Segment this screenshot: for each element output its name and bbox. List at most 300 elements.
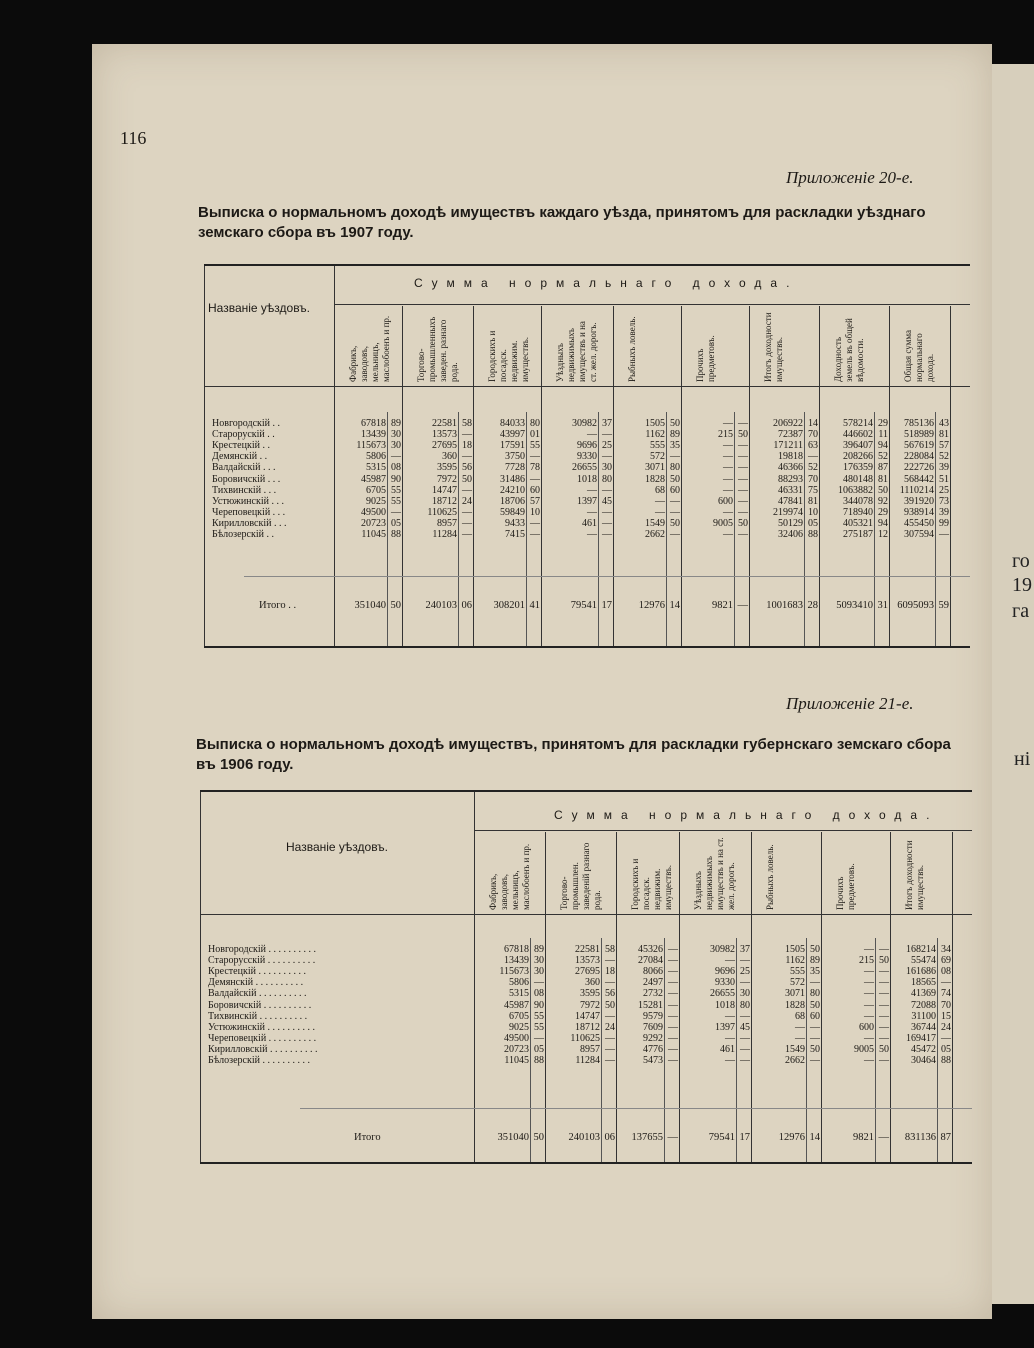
- ruble-cell: —: [725, 1010, 735, 1022]
- ruble-cell: 27695: [432, 440, 457, 452]
- kopeck-cell: —: [668, 944, 678, 955]
- kopeck-cell: 10: [808, 506, 818, 518]
- kopeck-cell: 69: [941, 955, 951, 967]
- kopeck-cell: 24: [941, 1021, 951, 1033]
- ruble-cell: 1018: [577, 473, 597, 485]
- column-header: Рыбныхъ ловель.: [765, 844, 775, 910]
- kopeck-cell: —: [668, 1032, 678, 1044]
- column-header: Уѣздныхъ недвижимыхъ имуществъ и на ст. жел. дорогъ.: [693, 837, 736, 910]
- ruble-cell: 1549: [645, 517, 665, 529]
- district-name: Череповецкій . . .: [212, 506, 286, 518]
- column-header: Городскихъ и посадск. недвижим. имуществъ.: [630, 858, 673, 910]
- ruble-cell: —: [725, 1032, 735, 1044]
- table-row: [200, 1022, 972, 1033]
- ruble-cell: 9025: [366, 495, 386, 507]
- kopeck-cell: —: [668, 1043, 678, 1055]
- kopeck-cell: —: [602, 506, 612, 518]
- ruble-cell: 228084: [904, 451, 934, 463]
- table-row: [204, 529, 970, 540]
- kopeck-cell: 05: [534, 1043, 544, 1055]
- table-row: [204, 440, 970, 451]
- table-row: [200, 966, 972, 977]
- kopeck-cell: 80: [602, 473, 612, 485]
- kopeck-cell: —: [738, 529, 748, 540]
- ruble-cell: 567619: [904, 440, 934, 452]
- kopeck-cell: 94: [878, 517, 888, 529]
- ruble-cell: 222726: [904, 462, 934, 474]
- kopeck-cell: 30: [391, 440, 401, 452]
- ruble-cell: 17591: [500, 440, 525, 452]
- district-name: Боровичскій . . .: [212, 473, 281, 485]
- ruble-cell: 13573: [575, 955, 600, 967]
- kopeck-cell: —: [605, 955, 615, 967]
- ruble-cell: 578214: [843, 418, 873, 429]
- kopeck-cell: —: [738, 506, 748, 518]
- ruble-cell: 307594: [904, 529, 934, 540]
- ruble-cell: 785136: [904, 418, 934, 429]
- ruble-cell: 360: [585, 977, 600, 989]
- kopeck-cell: 78: [530, 462, 540, 474]
- ruble-cell: 9821: [853, 1132, 874, 1143]
- kopeck-cell: 41: [529, 600, 540, 611]
- appendix-20-label: Приложеніе 20-е.: [786, 168, 914, 187]
- kopeck-cell: —: [668, 999, 678, 1011]
- kopeck-cell: 50: [810, 944, 820, 955]
- kopeck-cell: 14: [808, 418, 818, 429]
- ruble-cell: 32406: [778, 529, 803, 540]
- kopeck-cell: 88: [534, 1055, 544, 1066]
- ruble-cell: 176359: [843, 462, 873, 474]
- kopeck-cell: 35: [810, 966, 820, 978]
- ruble-cell: 9330: [577, 451, 597, 463]
- kopeck-cell: 39: [939, 506, 949, 518]
- edge-text-4: ні: [1014, 748, 1031, 770]
- ruble-cell: 43997: [500, 429, 525, 441]
- ruble-cell: 9330: [715, 977, 735, 989]
- ruble-cell: 5315: [366, 462, 386, 474]
- kopeck-cell: 94: [878, 440, 888, 452]
- ruble-cell: 31486: [500, 473, 525, 485]
- ruble-cell: 137655: [631, 1132, 663, 1143]
- ruble-cell: 7728: [505, 462, 525, 474]
- kopeck-cell: 50: [390, 600, 401, 611]
- kopeck-cell: —: [462, 451, 472, 463]
- kopeck-cell: —: [668, 988, 678, 1000]
- ruble-cell: 14747: [575, 1010, 600, 1022]
- table-row: [200, 988, 972, 999]
- table-1: [204, 264, 970, 648]
- ruble-cell: 68: [795, 1010, 805, 1022]
- kopeck-cell: 57: [939, 440, 949, 452]
- ruble-cell: 1018: [715, 999, 735, 1011]
- ruble-cell: —: [723, 484, 733, 496]
- ruble-cell: 49500: [361, 506, 386, 518]
- ruble-cell: 30464: [911, 1055, 936, 1066]
- kopeck-cell: —: [667, 1132, 678, 1143]
- total-rule: [244, 576, 970, 577]
- kopeck-cell: 88: [941, 1055, 951, 1066]
- kopeck-cell: —: [810, 977, 820, 989]
- total-row: [204, 600, 970, 611]
- ruble-cell: 5315: [509, 988, 529, 1000]
- kopeck-cell: 60: [670, 484, 680, 496]
- ruble-cell: 50129: [778, 517, 803, 529]
- kopeck-cell: —: [605, 1043, 615, 1055]
- ruble-cell: 72387: [778, 429, 803, 441]
- ruble-cell: 455450: [904, 517, 934, 529]
- table-row: [204, 429, 970, 440]
- kopeck-cell: —: [462, 506, 472, 518]
- page-number: 116: [120, 128, 147, 148]
- kopeck-cell: —: [534, 1032, 544, 1044]
- ruble-cell: 461: [720, 1043, 735, 1055]
- district-name: Бѣлозерскій . . . . . . . . . .: [208, 1055, 310, 1066]
- kopeck-cell: —: [879, 999, 889, 1011]
- ruble-cell: 308201: [493, 600, 525, 611]
- kopeck-cell: 60: [810, 1010, 820, 1022]
- table-2: [200, 790, 972, 1164]
- kopeck-cell: 55: [530, 440, 540, 452]
- kopeck-cell: —: [668, 966, 678, 978]
- kopeck-cell: 45: [602, 495, 612, 507]
- ruble-cell: 219974: [773, 506, 803, 518]
- ruble-cell: —: [723, 440, 733, 452]
- kopeck-cell: —: [462, 429, 472, 441]
- ruble-cell: 215: [859, 955, 874, 967]
- ruble-cell: 9025: [509, 1021, 529, 1033]
- district-name: Тихвинскій . . .: [212, 484, 277, 496]
- ruble-cell: 7609: [643, 1021, 663, 1033]
- kopeck-cell: —: [941, 977, 951, 989]
- ruble-cell: 171211: [773, 440, 803, 452]
- ruble-cell: 8957: [580, 1043, 600, 1055]
- ruble-cell: 5473: [643, 1055, 663, 1066]
- kopeck-cell: 50: [810, 999, 820, 1011]
- table-row: [204, 485, 970, 496]
- ruble-cell: 1162: [645, 429, 665, 441]
- kopeck-cell: 55: [391, 495, 401, 507]
- kopeck-cell: 30: [534, 966, 544, 978]
- ruble-cell: 7972: [580, 999, 600, 1011]
- kopeck-cell: 59: [938, 600, 949, 611]
- ruble-cell: 5093410: [836, 600, 873, 611]
- kopeck-cell: —: [879, 1055, 889, 1066]
- ruble-cell: —: [587, 429, 597, 441]
- kopeck-cell: 17: [601, 600, 612, 611]
- ruble-cell: 2497: [643, 977, 663, 989]
- ruble-cell: —: [864, 1032, 874, 1044]
- kopeck-cell: 50: [878, 484, 888, 496]
- table-row: [200, 955, 972, 966]
- ruble-cell: 79541: [708, 1132, 735, 1143]
- ruble-cell: 67818: [361, 418, 386, 429]
- kopeck-cell: 70: [808, 429, 818, 441]
- kopeck-cell: 50: [670, 517, 680, 529]
- ruble-cell: 168214: [906, 944, 936, 955]
- kopeck-cell: 25: [602, 440, 612, 452]
- kopeck-cell: —: [530, 529, 540, 540]
- column-header: Фабрикъ, заводовъ, мельницъ, маслобоенъ и пр.: [488, 843, 531, 910]
- kopeck-cell: —: [668, 955, 678, 967]
- kopeck-cell: —: [391, 506, 401, 518]
- table-row: [200, 1044, 972, 1055]
- ruble-cell: 4776: [643, 1043, 663, 1055]
- ruble-cell: 9821: [712, 600, 733, 611]
- kopeck-cell: 80: [530, 418, 540, 429]
- kopeck-cell: —: [602, 484, 612, 496]
- kopeck-cell: —: [530, 451, 540, 463]
- column-header: Городскихъ и посадск. недвижим. имуществъ.: [487, 330, 530, 382]
- ruble-cell: 391920: [904, 495, 934, 507]
- kopeck-cell: —: [668, 1010, 678, 1022]
- ruble-cell: 6705: [509, 1010, 529, 1022]
- ruble-cell: 55474: [911, 955, 936, 967]
- kopeck-cell: —: [602, 451, 612, 463]
- kopeck-cell: —: [391, 451, 401, 463]
- kopeck-cell: 80: [670, 462, 680, 474]
- ruble-cell: 600: [859, 1021, 874, 1033]
- ruble-cell: 2662: [785, 1055, 805, 1066]
- ruble-cell: 1063882: [838, 484, 873, 496]
- header-rule: [204, 386, 970, 387]
- ruble-cell: 461: [582, 517, 597, 529]
- column-header: Прочихъ предметовъ.: [835, 863, 856, 910]
- kopeck-cell: —: [602, 429, 612, 441]
- kopeck-cell: 25: [740, 966, 750, 978]
- district-name: Итого . .: [259, 600, 297, 611]
- column-header: Торгово-промышленныхъ заведен. разнаго рода.: [416, 316, 459, 382]
- kopeck-cell: 30: [391, 429, 401, 441]
- kopeck-cell: —: [602, 517, 612, 529]
- kopeck-cell: 88: [808, 529, 818, 540]
- ruble-cell: 446602: [843, 429, 873, 441]
- district-name: Боровичскій . . . . . . . . . .: [208, 999, 312, 1011]
- ruble-cell: 9292: [643, 1032, 663, 1044]
- ruble-cell: 568442: [904, 473, 934, 485]
- ruble-cell: 13439: [361, 429, 386, 441]
- kopeck-cell: —: [738, 462, 748, 474]
- kopeck-cell: —: [740, 977, 750, 989]
- kopeck-cell: 50: [738, 429, 748, 441]
- table-row: [200, 1011, 972, 1022]
- edge-text-3: га: [1012, 600, 1030, 622]
- kopeck-cell: —: [740, 1010, 750, 1022]
- ruble-cell: 206922: [773, 418, 803, 429]
- ruble-cell: 13573: [432, 429, 457, 441]
- kopeck-cell: 25: [939, 484, 949, 496]
- ruble-cell: —: [795, 1032, 805, 1044]
- kopeck-cell: —: [605, 977, 615, 989]
- ruble-cell: —: [864, 1055, 874, 1066]
- table-row: [200, 977, 972, 988]
- column-header: Фабрикъ, заводовъ, мельницъ, маслобоенъ и пр.: [348, 315, 391, 382]
- kopeck-cell: 30: [602, 462, 612, 474]
- kopeck-cell: 51: [939, 473, 949, 485]
- kopeck-cell: —: [879, 1010, 889, 1022]
- kopeck-cell: 50: [670, 418, 680, 429]
- ruble-cell: —: [655, 506, 665, 518]
- kopeck-cell: 89: [391, 418, 401, 429]
- header-rule: [474, 830, 972, 831]
- header-rule: [334, 304, 970, 305]
- kopeck-cell: —: [941, 1032, 951, 1044]
- ruble-cell: —: [725, 955, 735, 967]
- kopeck-cell: 10: [530, 506, 540, 518]
- kopeck-cell: 70: [941, 999, 951, 1011]
- district-name: Старорускій . .: [212, 429, 275, 441]
- ruble-cell: 572: [650, 451, 665, 463]
- ruble-cell: 68: [655, 484, 665, 496]
- ruble-cell: 405321: [843, 517, 873, 529]
- kopeck-cell: 24: [605, 1021, 615, 1033]
- kopeck-cell: —: [670, 451, 680, 463]
- ruble-cell: 600: [718, 495, 733, 507]
- ruble-cell: 24210: [500, 484, 525, 496]
- kopeck-cell: 88: [391, 529, 401, 540]
- kopeck-cell: 05: [941, 1043, 951, 1055]
- column-header: Прочихъ предметовъ.: [695, 335, 716, 382]
- ruble-cell: 13439: [504, 955, 529, 967]
- ruble-cell: 67818: [504, 944, 529, 955]
- ruble-cell: 6095093: [897, 600, 934, 611]
- district-name: Крестецкій . . . . . . . . . .: [208, 966, 306, 978]
- kopeck-cell: 08: [391, 462, 401, 474]
- kopeck-cell: —: [879, 1032, 889, 1044]
- ruble-cell: 1162: [785, 955, 805, 967]
- kopeck-cell: 80: [740, 999, 750, 1011]
- ruble-cell: —: [795, 1021, 805, 1033]
- ruble-cell: —: [723, 473, 733, 485]
- kopeck-cell: 08: [534, 988, 544, 1000]
- district-name: Итого: [354, 1132, 381, 1143]
- ruble-cell: —: [723, 529, 733, 540]
- ruble-cell: —: [723, 418, 733, 429]
- table-row: [204, 474, 970, 485]
- kopeck-cell: 06: [461, 600, 472, 611]
- kopeck-cell: 52: [878, 451, 888, 463]
- kopeck-cell: —: [939, 529, 949, 540]
- ruble-cell: 18712: [432, 495, 457, 507]
- kopeck-cell: —: [738, 440, 748, 452]
- sum-header: Сумма нормальнаго дохода.: [554, 808, 939, 822]
- ruble-cell: 555: [790, 966, 805, 978]
- kopeck-cell: —: [462, 517, 472, 529]
- ruble-cell: 45472: [911, 1043, 936, 1055]
- total-rule: [300, 1108, 972, 1109]
- kopeck-cell: —: [670, 495, 680, 507]
- ruble-cell: 20723: [504, 1043, 529, 1055]
- district-name: Валдайскій . . .: [212, 462, 276, 474]
- ruble-cell: 351040: [497, 1132, 529, 1143]
- ruble-cell: 9433: [505, 517, 525, 529]
- kopeck-cell: —: [740, 1043, 750, 1055]
- kopeck-cell: —: [668, 1055, 678, 1066]
- kopeck-cell: 55: [534, 1021, 544, 1033]
- table-row: [200, 1033, 972, 1044]
- ruble-cell: 1110214: [899, 484, 934, 496]
- kopeck-cell: —: [879, 1021, 889, 1033]
- kopeck-cell: 87: [940, 1132, 951, 1143]
- kopeck-cell: —: [605, 1010, 615, 1022]
- ruble-cell: 14747: [432, 484, 457, 496]
- kopeck-cell: 30: [534, 955, 544, 967]
- kopeck-cell: 18: [605, 966, 615, 978]
- kopeck-cell: —: [668, 1021, 678, 1033]
- ruble-cell: 9696: [715, 966, 735, 978]
- kopeck-cell: 11: [878, 429, 888, 441]
- kopeck-cell: —: [879, 944, 889, 955]
- kopeck-cell: 29: [878, 418, 888, 429]
- ruble-cell: 45326: [638, 944, 663, 955]
- ruble-cell: 480148: [843, 473, 873, 485]
- ruble-cell: 72088: [911, 999, 936, 1011]
- kopeck-cell: —: [602, 529, 612, 540]
- table-2-title: Выписка о нормальномъ доходѣ имуществъ, принятомъ для раскладки губернскаго земскаго сбора въ 1906 году.: [196, 736, 951, 773]
- ruble-cell: 718940: [843, 506, 873, 518]
- ruble-cell: 11284: [432, 529, 457, 540]
- ruble-cell: 2662: [645, 529, 665, 540]
- kopeck-cell: 55: [391, 484, 401, 496]
- appendix-21-label: Приложеніе 21-е.: [786, 694, 914, 713]
- ruble-cell: 1828: [645, 473, 665, 485]
- ruble-cell: 19818: [778, 451, 803, 463]
- kopeck-cell: —: [879, 966, 889, 978]
- district-name: Крестецкій . .: [212, 440, 270, 452]
- ruble-cell: 46331: [778, 484, 803, 496]
- ruble-cell: 208266: [843, 451, 873, 463]
- ruble-cell: 8066: [643, 966, 663, 978]
- table-row: [200, 944, 972, 955]
- kopeck-cell: 90: [391, 473, 401, 485]
- kopeck-cell: 34: [941, 944, 951, 955]
- ruble-cell: —: [864, 999, 874, 1011]
- ruble-cell: 47841: [778, 495, 803, 507]
- kopeck-cell: —: [530, 517, 540, 529]
- ruble-cell: —: [587, 506, 597, 518]
- ruble-cell: 110625: [570, 1032, 600, 1044]
- kopeck-cell: —: [668, 977, 678, 989]
- ruble-cell: 1828: [785, 999, 805, 1011]
- kopeck-cell: 14: [809, 1132, 820, 1143]
- ruble-cell: 84033: [500, 418, 525, 429]
- kopeck-cell: —: [810, 1055, 820, 1066]
- column-header: Доходность земель въ общей вѣдомости.: [833, 318, 865, 382]
- ruble-cell: —: [864, 977, 874, 989]
- district-name: Устюжинскій . . .: [212, 495, 284, 507]
- kopeck-cell: 12: [878, 529, 888, 540]
- kopeck-cell: 89: [670, 429, 680, 441]
- ruble-cell: 215: [718, 429, 733, 441]
- kopeck-cell: 87: [878, 462, 888, 474]
- kopeck-cell: 99: [939, 517, 949, 529]
- kopeck-cell: 50: [670, 473, 680, 485]
- ruble-cell: 11045: [504, 1055, 529, 1066]
- kopeck-cell: 81: [939, 429, 949, 441]
- kopeck-cell: 17: [739, 1132, 750, 1143]
- ruble-cell: 3071: [645, 462, 665, 474]
- ruble-cell: —: [723, 451, 733, 463]
- kopeck-cell: 92: [878, 495, 888, 507]
- district-name: Новгородскій . . . . . . . . . .: [208, 944, 317, 955]
- ruble-cell: 1505: [645, 418, 665, 429]
- kopeck-cell: 08: [941, 966, 951, 978]
- district-name: Демянскій . . . . . . . . . .: [208, 977, 304, 989]
- ruble-cell: —: [655, 495, 665, 507]
- ruble-cell: 49500: [504, 1032, 529, 1044]
- kopeck-cell: —: [670, 529, 680, 540]
- ruble-cell: —: [725, 1055, 735, 1066]
- ruble-cell: 9579: [643, 1010, 663, 1022]
